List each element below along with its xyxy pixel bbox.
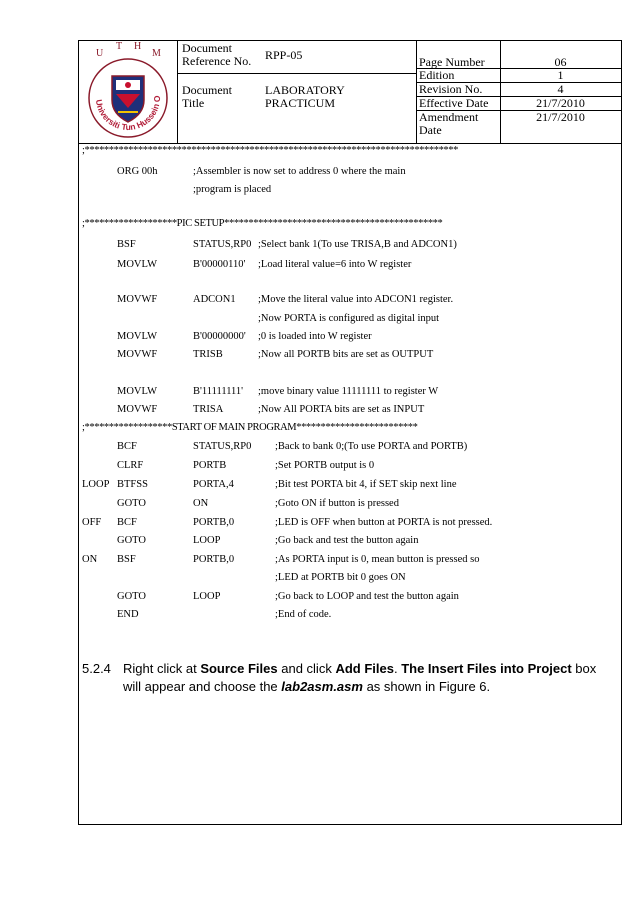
meta-effective-date-label: Effective Date bbox=[419, 96, 489, 110]
code-line-arg: B'00000000' bbox=[193, 331, 246, 342]
code-banner-pic-setup: ;*******************PIC SETUP********************************************* bbox=[82, 218, 443, 229]
code-line-comment: ;Goto ON if button is pressed bbox=[275, 498, 399, 509]
code-line-op: END bbox=[117, 609, 139, 620]
code-line-comment: ;Now All PORTA bits are set as INPUT bbox=[258, 404, 425, 415]
code-line-op: BCF bbox=[117, 441, 137, 452]
step-text-part: and click bbox=[277, 661, 336, 676]
code-line-op: BSF bbox=[117, 239, 136, 250]
code-line-op: GOTO bbox=[117, 498, 146, 509]
code-line-arg: ADCON1 bbox=[193, 294, 236, 305]
step-text-line2 bbox=[123, 678, 613, 696]
code-line-comment: ;move binary value 11111111 to register W bbox=[258, 386, 439, 397]
meta-amendment-label-line1: Amendment bbox=[419, 110, 479, 124]
logo-ring-text: Universiti Tun Hussein O bbox=[93, 95, 163, 133]
source-files-bold: Source Files bbox=[200, 661, 278, 676]
meta-revision-value: 4 bbox=[557, 82, 564, 96]
code-line-arg: STATUS,RP0 bbox=[193, 441, 252, 452]
code-line-arg: STATUS,RP0 bbox=[193, 239, 252, 250]
university-logo bbox=[82, 42, 174, 140]
doc-title-value bbox=[265, 84, 345, 110]
code-line-arg: LOOP bbox=[193, 535, 221, 546]
code-line-comment: ;Now all PORTB bits are set as OUTPUT bbox=[258, 349, 434, 360]
code-line-comment: ;Set PORTB output is 0 bbox=[275, 460, 375, 471]
code-line-arg: TRISA bbox=[193, 404, 224, 415]
code-line-arg: B'00000110' bbox=[193, 259, 246, 270]
add-files-bold: Add Files bbox=[335, 661, 394, 676]
meta-edition-value: 1 bbox=[557, 68, 564, 82]
code-line-comment: ;Back to bank 0;(To use PORTA and PORTB) bbox=[275, 441, 468, 452]
doc-title-label bbox=[182, 84, 232, 110]
code-line-comment: ;Select bank 1(To use TRISA,B and ADCON1) bbox=[258, 239, 457, 250]
code-line-arg: PORTB bbox=[193, 460, 227, 471]
code-line-comment: ;Load literal value=6 into W register bbox=[258, 259, 412, 270]
code-line-comment: ;Move the literal value into ADCON1 register. bbox=[258, 294, 454, 305]
logo-svg bbox=[82, 42, 174, 140]
code-line-arg: TRISB bbox=[193, 349, 223, 360]
code-line-comment: ;As PORTA input is 0, mean button is pressed so bbox=[275, 554, 480, 565]
step-text-part: as shown in Figure 6. bbox=[362, 679, 491, 694]
meta-page-number-label: Page Number bbox=[419, 55, 485, 69]
code-line-label: LOOP bbox=[82, 479, 110, 490]
meta-page-number-value: 06 bbox=[554, 55, 567, 69]
code-line-comment: ;LED is OFF when button at PORTA is not pressed. bbox=[275, 517, 493, 528]
code-line-comment: ;Bit test PORTA bit 4, if SET skip next line bbox=[275, 479, 457, 490]
code-line-op: BSF bbox=[117, 554, 136, 565]
code-line-arg: ON bbox=[193, 498, 209, 509]
meta-amendment-label bbox=[419, 111, 478, 137]
doc-ref-label-line2: Reference No. bbox=[182, 54, 252, 68]
logo-letter-m: M bbox=[152, 48, 161, 59]
filename-bold-italic: lab2asm.asm bbox=[281, 679, 363, 694]
doc-ref-value: RPP-05 bbox=[265, 48, 303, 62]
doc-title-label-line1: Document bbox=[182, 83, 232, 97]
code-line-comment: ;0 is loaded into W register bbox=[258, 331, 372, 342]
code-line-op: MOVLW bbox=[117, 331, 158, 342]
code-line-op: CLRF bbox=[117, 460, 144, 471]
code-org-comment-2: ;program is placed bbox=[193, 184, 272, 195]
code-line-op: BTFSS bbox=[117, 479, 148, 490]
doc-ref-label-line1: Document bbox=[182, 41, 232, 55]
code-line-comment: ;Go back to LOOP and test the button again bbox=[275, 591, 459, 602]
code-org-op: ORG 00h bbox=[117, 166, 158, 177]
code-banner-main-program: ;******************START OF MAIN PROGRAM************************* bbox=[82, 422, 418, 433]
step-number: 5.2.4 bbox=[82, 661, 111, 676]
code-line-op: MOVWF bbox=[117, 294, 158, 305]
step-text-part: box bbox=[571, 661, 597, 676]
code-banner-top: ;***************************************************************************** bbox=[82, 145, 458, 156]
code-line-arg: PORTB,0 bbox=[193, 554, 235, 565]
code-org-comment-1: ;Assembler is now set to address 0 where the main bbox=[193, 166, 406, 177]
step-text-part: . bbox=[393, 661, 402, 676]
code-line-op: GOTO bbox=[117, 591, 146, 602]
code-line-comment: ;LED at PORTB bit 0 goes ON bbox=[275, 572, 406, 583]
meta-effective-date-value: 21/7/2010 bbox=[536, 96, 585, 110]
code-line-comment: ;Go back and test the button again bbox=[275, 535, 419, 546]
step-text-part: will appear and choose the bbox=[123, 679, 282, 694]
meta-edition-label: Edition bbox=[419, 68, 455, 82]
code-line-arg: PORTA,4 bbox=[193, 479, 234, 490]
step-text-line1 bbox=[123, 660, 613, 678]
logo-letter-u: U bbox=[96, 48, 104, 59]
code-line-label: ON bbox=[82, 554, 98, 565]
step-text-part: Right click at bbox=[123, 661, 201, 676]
meta-amendment-label-line2: Date bbox=[419, 123, 442, 137]
meta-revision-label: Revision No. bbox=[419, 82, 483, 96]
code-line-op: MOVLW bbox=[117, 386, 158, 397]
code-line-label: OFF bbox=[82, 517, 102, 528]
doc-title-value-line1: LABORATORY bbox=[265, 83, 345, 97]
meta-amendment-value: 21/7/2010 bbox=[536, 110, 585, 124]
code-line-arg: B'11111111' bbox=[193, 386, 244, 397]
code-line-comment: ;End of code. bbox=[275, 609, 332, 620]
code-line-arg: LOOP bbox=[193, 591, 221, 602]
doc-title-label-line2: Title bbox=[182, 96, 205, 110]
code-line-op: MOVWF bbox=[117, 349, 158, 360]
doc-title-value-line2: PRACTICUM bbox=[265, 96, 336, 110]
logo-letter-h: H bbox=[134, 42, 142, 52]
code-line-arg: PORTB,0 bbox=[193, 517, 235, 528]
code-line-op: BCF bbox=[117, 517, 137, 528]
doc-ref-label bbox=[182, 42, 251, 68]
insert-files-dialog-bold: The Insert Files into Project bbox=[401, 661, 572, 676]
code-line-op: MOVWF bbox=[117, 404, 158, 415]
code-line-op: MOVLW bbox=[117, 259, 158, 270]
code-line-comment: ;Now PORTA is configured as digital input bbox=[258, 313, 440, 324]
step-text bbox=[123, 660, 613, 696]
logo-letter-t: T bbox=[116, 42, 123, 52]
code-line-op: GOTO bbox=[117, 535, 146, 546]
